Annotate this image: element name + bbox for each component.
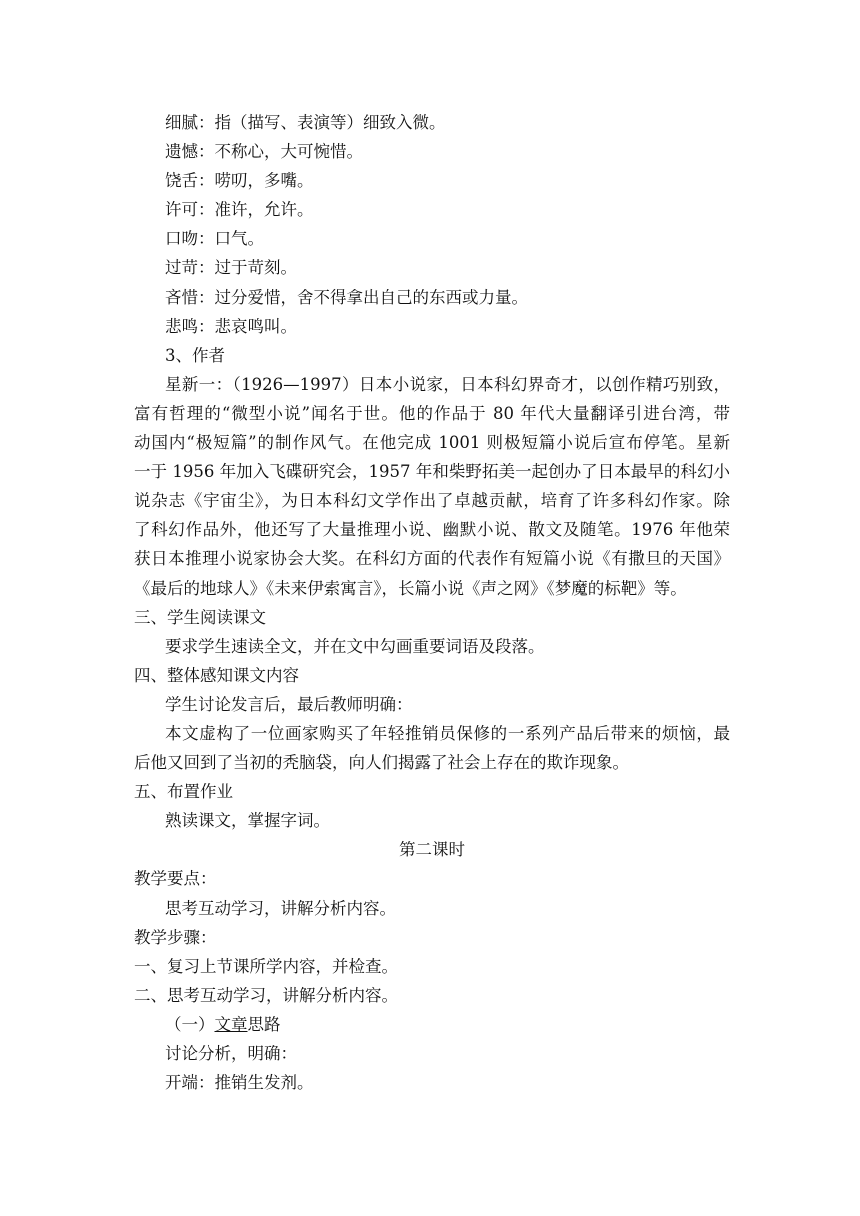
vocab-term: 细腻： [165,113,215,132]
vocab-definition: 过分爱惜，舍不得拿出自己的东西或力量。 [214,287,528,307]
author-paragraph [134,370,730,603]
vocab-definition: 悲哀鸣叫。 [214,316,297,336]
section-heading: 四、整体感知课文内容 [134,665,299,685]
vocab-definition: 准许，允许。 [214,200,314,220]
vocab-definition: 过于苛刻。 [214,258,297,278]
vocab-definition: 指（描写、表演等）细致入微。 [214,113,446,132]
paragraph-line: 获日本推理小说家协会大奖。在科幻方面的代表作有短篇小说《有撒旦的天国》 [134,549,730,569]
paragraph-line: 富有哲理的“微型小说”闻名于世。他的作品于 80 年代大量翻译引进台湾，带 [134,403,730,423]
vocab-item [134,253,730,282]
vocab-item [134,312,730,341]
section-heading: 五、布置作业 [134,782,233,802]
paragraph-line: 动国内“极短篇”的制作风气。在他完成 1001 则极短篇小说后宣布停笔。星新 [134,433,730,453]
steps-label: 教学步骤： [134,927,217,947]
vocab-item [134,224,730,253]
section-body: 学生讨论发言后，最后教师明确： [165,694,413,714]
summary-paragraph [134,719,730,777]
step-item: 一、复习上节课所学内容，并检查。 [134,956,398,976]
vocab-definition: 唠叨，多嘴。 [214,171,314,191]
goals-label: 教学要点： [134,869,217,889]
vocab-term: 遗憾： [165,142,215,162]
vocab-item [134,195,730,224]
vocab-item [134,283,730,312]
paragraph-line: 星新一：（1926—1997）日本小说家，日本科幻界奇才，以创作精巧别致， [165,374,730,394]
opening-text: 开端：推销生发剂。 [165,1073,314,1093]
paragraph-line: 本文虚构了一位画家购买了年轻推销员保修的一系列产品后带来的烦恼，最 [165,723,730,743]
subsection-heading [134,1010,730,1039]
author-heading: 3、作者 [165,345,225,365]
section-body: 要求学生速读全文，并在文中勾画重要词语及段落。 [165,636,545,656]
section-heading: 三、学生阅读课文 [134,607,266,627]
document-body [134,108,730,1097]
vocab-term: 过苛： [165,258,215,278]
vocab-item [134,108,730,137]
subsection-underlined-word: 文章 [214,1014,248,1034]
section-body: 熟读课文，掌握字词。 [165,811,330,831]
vocab-term: 吝惜： [165,287,215,307]
paragraph-line: 说杂志《宇宙尘》，为日本科幻文学作出了卓越贡献，培育了许多科幻作家。除 [134,491,730,511]
subsection-title-rest: 思路 [247,1014,281,1034]
subsection-number: （一） [165,1014,215,1034]
vocab-term: 口吻： [165,229,215,249]
vocab-item [134,166,730,195]
paragraph-line: 《最后的地球人》《未来伊索寓言》，长篇小说《声之网》《梦魔的标靶》等。 [134,578,687,598]
paragraph-line: 后他又回到了当初的秃脑袋，向人们揭露了社会上存在的欺诈现象。 [134,753,629,773]
vocab-definition: 口气。 [214,229,264,249]
discussion-text: 讨论分析，明确： [165,1044,297,1063]
goals-text: 思考互动学习，讲解分析内容。 [165,898,396,918]
vocab-item [134,137,730,166]
lesson-title: 第二课时 [399,840,465,860]
vocab-term: 许可： [165,200,215,220]
vocab-definition: 不称心，大可惋惜。 [214,142,363,162]
vocab-term: 悲鸣： [165,316,215,336]
paragraph-line: 一于 1956 年加入飞碟研究会，1957 年和柴野拓美一起创办了日本最早的科幻小 [134,462,730,482]
step-item: 二、思考互动学习，讲解分析内容。 [134,985,398,1005]
vocab-term: 饶舌： [165,171,215,191]
paragraph-line: 了科幻作品外，他还写了大量推理小说、幽默小说、散文及随笔。1976 年他荣 [134,520,730,540]
